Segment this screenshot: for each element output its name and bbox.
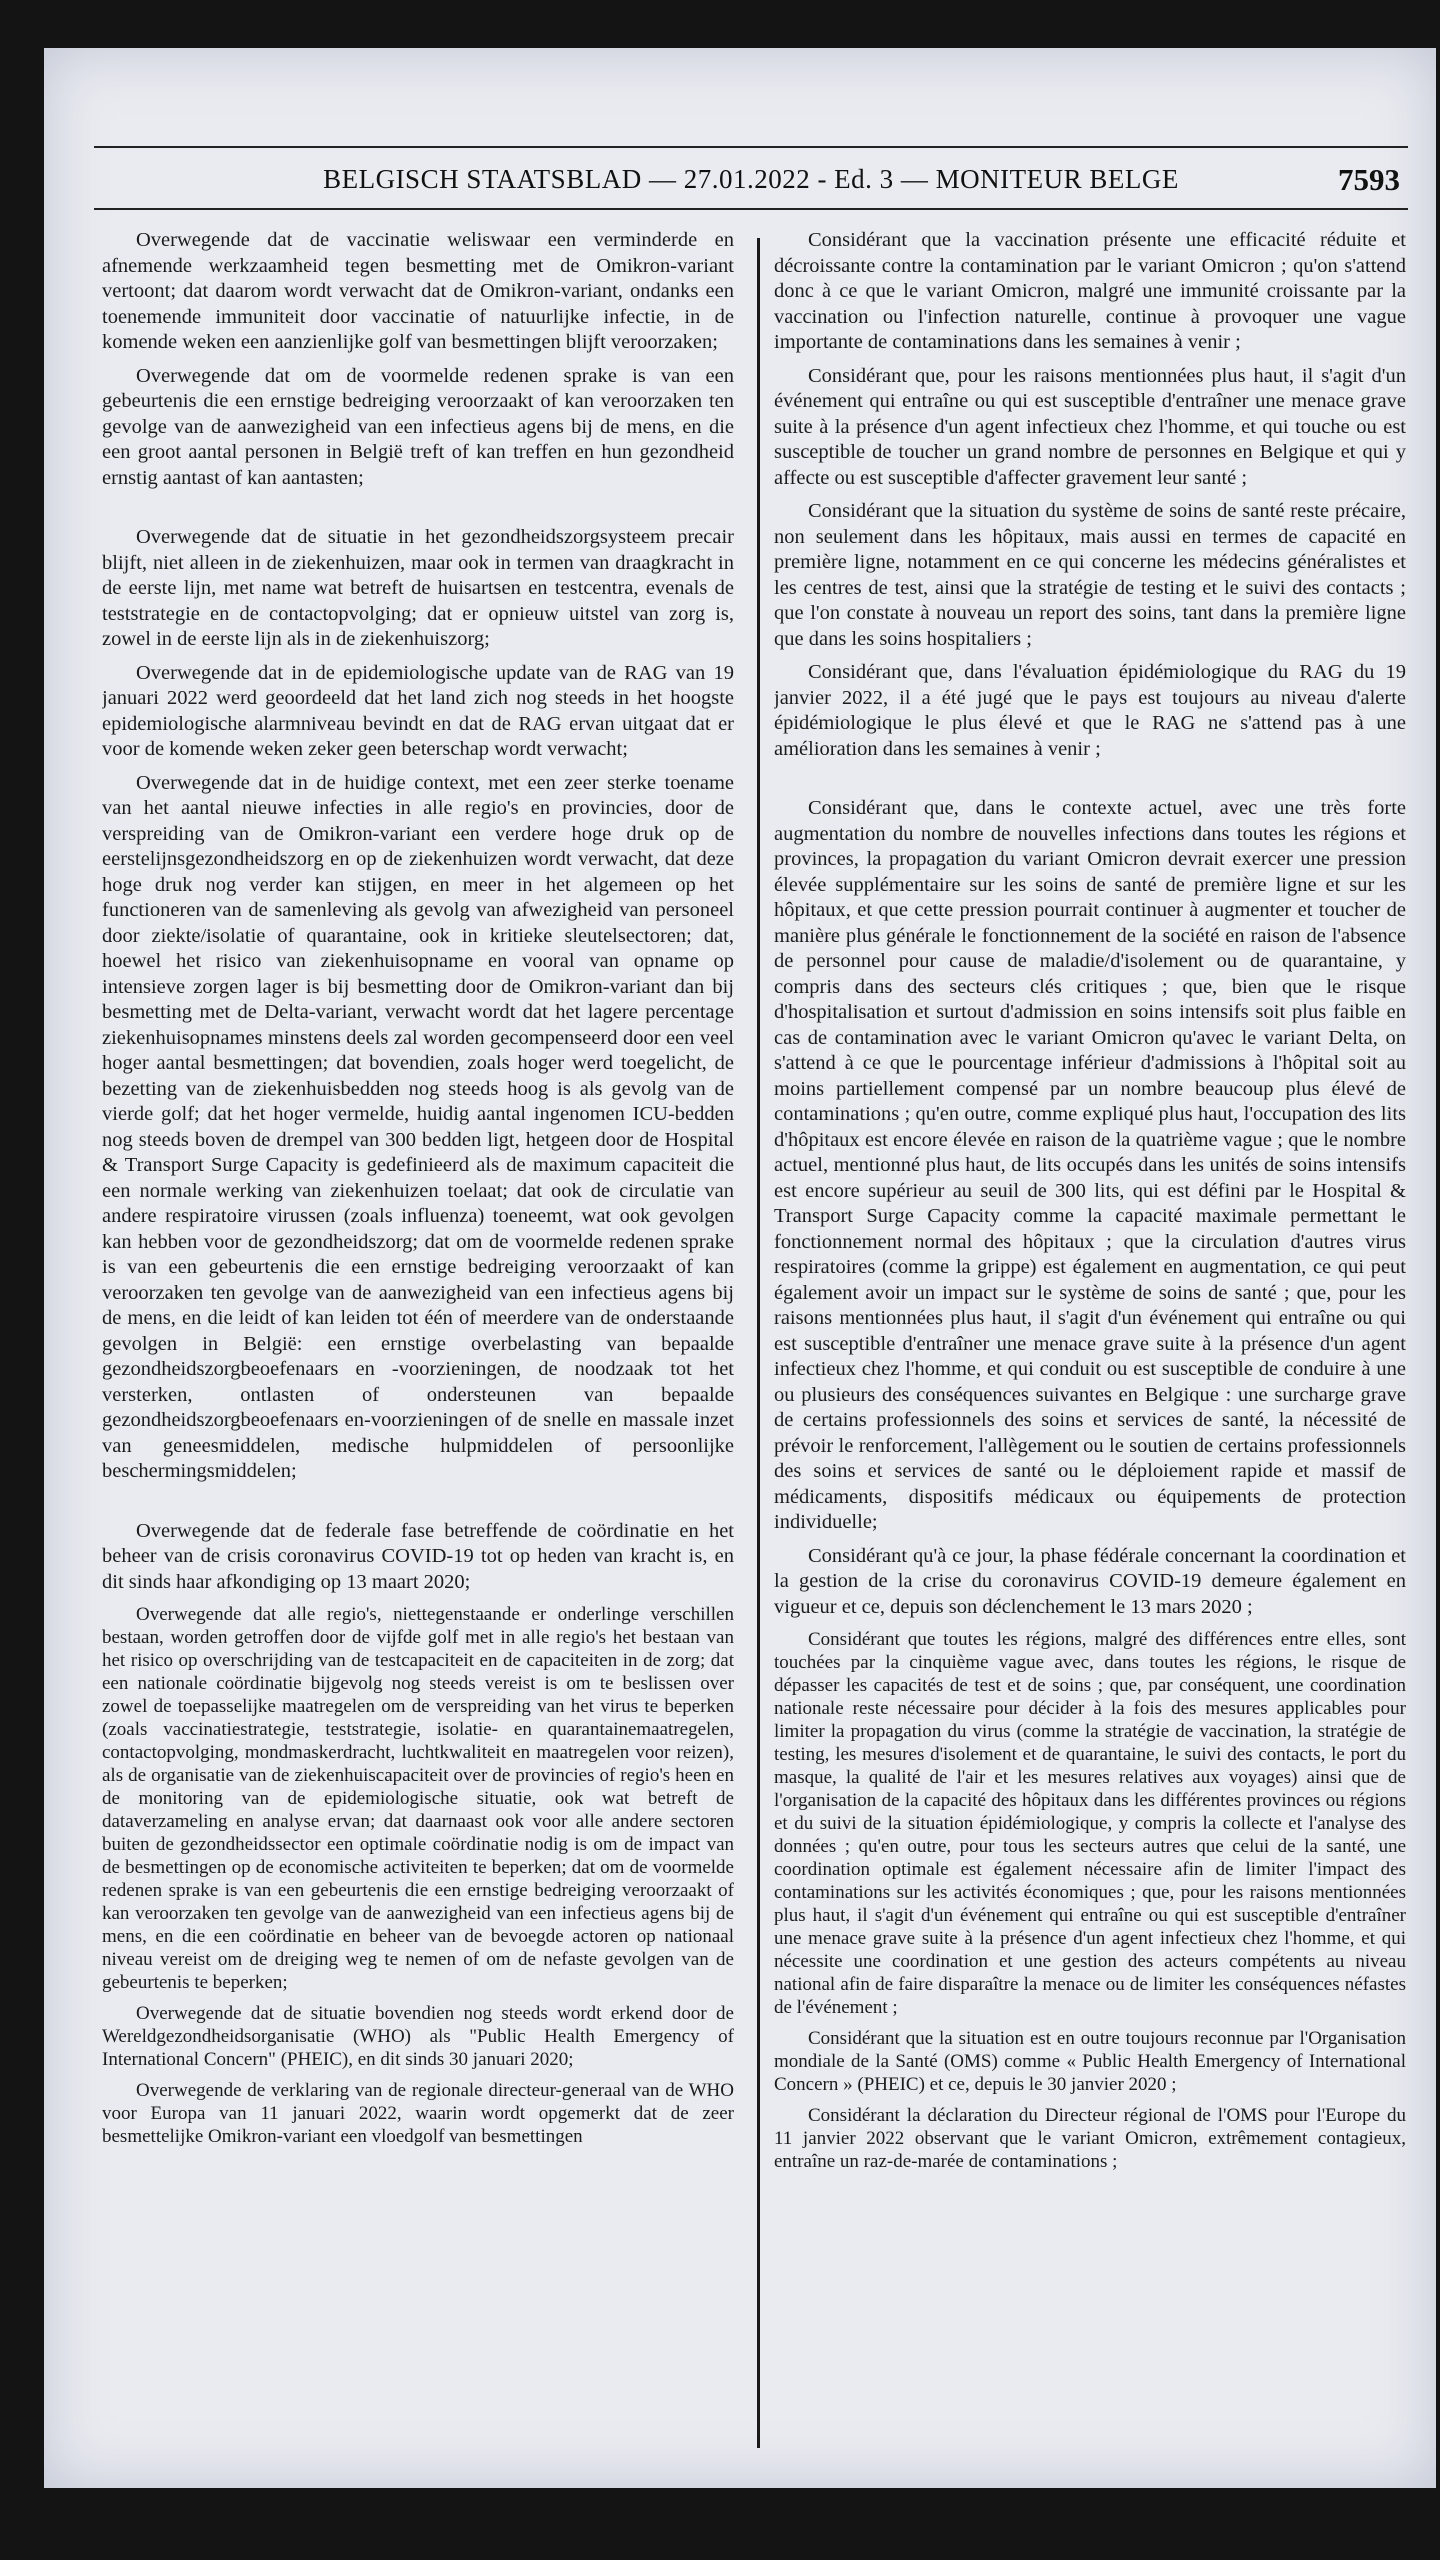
paragraph-nl-4: Overwegende dat in de epidemiologische update van de RAG van 19 januari 2022 werd geoordeeld dat het land zich nog steeds in het hoogste epidemiologische alarmniveau bevindt en dat de RAG ervan uitgaat dat er voor de komende weken zeker geen beterschap wordt verwacht; <box>102 661 734 760</box>
paragraph-nl-7: Overwegende dat alle regio's, niettegenstaande er onderlinge verschillen bestaan, worden getroffen door de vijfde golf met in alle regio's het bestaan van het risico op overschrijding van de testcapaciteit en de capaciteiten in de zorg; dat een nationale coördinatie bijgevolg nog steeds vereist is om te beslissen over zowel de toepasselijke maatregelen om de verspreiding van het virus te beperken (zoals vaccinatiestrategie, teststrategie, isolatie- en quarantainemaatregelen, contactopvolging, mondmaskerdracht, luchtkwaliteit en maatregelen voor reizen), als de organisatie van de ziekenhuiscapaciteit over de provincies of regio's heen en de monitoring van de epidemiologische situatie, ook wat betreft de dataverzameling en analyse ervan; dat daarnaast ook voor alle andere sectoren buiten de gezondheidssector een optimale coördinatie nodig is om de impact van de besmettingen op de economische activiteiten te beperken; dat om de voormelde redenen sprake is van een gebeurtenis die een ernstige bedreiging veroorzaakt of kan veroorzaken ten gevolge van de aanwezigheid van een infectieus agens bij de mens, en die een coördinatie en beheer van de bevoegde actoren op nationaal niveau vereist om de dreiging weg te nemen of om de nefaste gevolgen van de gebeurtenis te beperken; <box>102 1604 734 1993</box>
dutch-column <box>102 228 734 2468</box>
page-number: 7593 <box>1338 162 1400 197</box>
paragraph-fr-6: Considérant qu'à ce jour, la phase fédérale concernant la coordination et la gestion de la crise du coronavirus COVID-19 demeure également en vigueur et ce, depuis son déclenchement le 13 mars 2020 ; <box>774 1544 1406 1618</box>
column-divider <box>757 238 760 2448</box>
paragraph-fr-3: Considérant que la situation du système de soins de santé reste précaire, non seulement dans les hôpitaux, mais aussi en termes de capacité en première ligne, notamment en ce qui concerne les médecins généralistes et les centres de test, ainsi que la stratégie de testing et le suivi des contacts ; que l'on constate à nouveau un report des soins, tant dans la première ligne que dans les soins hospitaliers ; <box>774 500 1406 650</box>
paragraph-fr-8: Considérant que la situation est en outre toujours reconnue par l'Organisation mondiale de la Santé (OMS) comme « Public Health Emergency of International Concern » (PHEIC) et ce, depuis le 30 janvier 2020 ; <box>774 2028 1406 2095</box>
gazette-page <box>44 48 1436 2488</box>
paragraph-fr-4: Considérant que, dans l'évaluation épidémiologique du RAG du 19 janvier 2022, il a été jugé que le pays est toujours au niveau d'alerte épidémiologique le plus élevé et que le RAG ne s'attend pas à une amélioration dans les semaines à venir ; <box>774 661 1406 760</box>
paragraph-nl-5: Overwegende dat in de huidige context, met een zeer sterke toename van het aantal nieuwe infecties in alle regio's en provincies, door de verspreiding van de Omikron-variant een verdere hoge druk op de eerstelijnsgezondheidszorg en op de ziekenhuizen wordt verwacht, dat deze hoge druk nog verder kan stijgen, en meer in het algemeen op het functioneren van de samenleving als gevolg van afwezigheid van personeel door ziekte/isolatie of quarantaine, ook in kritieke sleutelsectoren; dat, hoewel het risico van ziekenhuisopname en vooral van opname op intensieve zorgen lager is bij besmetting door de Omikron-variant dan bij besmetting met de Delta-variant, verwacht wordt dat het lagere percentage ziekenhuisopnames minstens deels zal worden gecompenseerd door een veel hoger aantal besmettingen; dat bovendien, zoals hoger werd toegelicht, de bezetting van de ziekenhuisbedden nog steeds hoog is als gevolg van de vierde golf; dat het hoger vermelde, huidig aantal ingenomen ICU-bedden nog steeds boven de drempel van 300 bedden ligt, hetgeen door de Hospital & Transport Surge Capacity is gedefinieerd als de maximum capaciteit die een normale werking van ziekenhuizen toelaat; dat ook de circulatie van andere respiratoire virussen (zoals influenza) toeneemt, wat ook gevolgen kan hebben voor de gezondheidszorg; dat om de voormelde redenen sprake is van een gebeurtenis die een ernstige bedreiging veroorzaakt of kan veroorzaken ten gevolge van de aanwezigheid van een infectieus agens bij de mens, en die leidt of kan leiden tot één of meerdere van de onderstaande gevolgen in België: een ernstige overbelasting van bepaalde gezondheidszorgbeoefenaars en -voorzieningen, de noodzaak tot het versterken, ontlasten of ondersteunen van bepaalde gezondheidszorgbeoefenaars en-voorzieningen of de snelle en massale inzet van geneesmiddelen, medische hulpmiddelen of persoonlijke beschermingsmiddelen; <box>102 771 734 1482</box>
paragraph-nl-2: Overwegende dat om de voormelde redenen sprake is van een gebeurtenis die een ernstige bedreiging veroorzaakt of kan veroorzaken ten gevolge van de aanwezigheid van een infectieus agens bij de mens, en die een groot aantal personen in België treft of kan treffen en hun gezondheid ernstig aantast of kan aantasten; <box>102 364 734 489</box>
paragraph-fr-7: Considérant que toutes les régions, malgré des différences entre elles, sont touchées par la cinquième vague avec, dans toutes les régions, le risque de dépasser les capacités de test et de soins ; que, par conséquent, une coordination nationale reste nécessaire pour décider à la fois des mesures applicables pour limiter la propagation du virus (comme la stratégie de vaccination, la stratégie de testing, les mesures d'isolement et de quarantaine, le suivi des contacts, le port du masque, la qualité de l'air et les mesures relatives aux voyages) ainsi que de l'organisation de la capacité des hôpitaux dans les différentes provinces ou régions et du suivi de la situation épidémiologique, y compris la collecte et l'analyse des données ; qu'en outre, pour tous les secteurs autres que celui de la santé, une coordination optimale est également nécessaire afin de limiter l'impact des contaminations sur les activités économiques ; que, pour les raisons mentionnées plus haut, il s'agit d'un événement qui entraîne ou qui est susceptible d'entraîner une menace grave suite à la présence d'un agent infectieux chez l'homme, et qui nécessite une coordination et une gestion des acteurs compétents au niveau national afin de faire disparaître la menace ou de limiter les conséquences néfastes de l'événement ; <box>774 1629 1406 2018</box>
paragraph-fr-1: Considérant que la vaccination présente une efficacité réduite et décroissante contre la contamination par le variant Omicron ; qu'on s'attend donc à ce que le variant Omicron, malgré une immunité croissante par la vaccination ou l'infection naturelle, continue à provoquer une vague importante de contaminations dans les semaines à venir ; <box>774 229 1406 353</box>
paragraph-nl-3: Overwegende dat de situatie in het gezondheidszorgsysteem precair blijft, niet alleen in de ziekenhuizen, maar ook in termen van draagkracht in de eerste lijn, met name wat betreft de huisartsen en testcentra, evenals de teststrategie en de contactopvolging; dat er opnieuw uitstel van zorg is, zowel in de eerste lijn als in de ziekenhuiszorg; <box>102 526 734 650</box>
paragraph-nl-9: Overwegende de verklaring van de regionale directeur-generaal van de WHO voor Europa van 11 januari 2022, waarin wordt opgemerkt dat de zeer besmettelijke Omikron-variant een vloedgolf van besmettingen <box>102 2080 734 2147</box>
paragraph-fr-9: Considérant la déclaration du Directeur régional de l'OMS pour l'Europe du 11 janvier 2022 observant que le variant Omicron, extrêmement contagieux, entraîne un raz-de-marée de contaminations ; <box>774 2105 1406 2172</box>
paragraph-nl-1: Overwegende dat de vaccinatie weliswaar een verminderde en afnemende werkzaamheid tegen besmetting met de Omikron-variant vertoont; dat daarom wordt verwacht dat de Omikron-variant, ondanks een toenemende immuniteit door vaccinatie of natuurlijke infectie, in de komende weken een aanzienlijke golf van besmettingen blijft veroorzaken; <box>102 229 734 353</box>
page-header <box>94 156 1408 206</box>
french-column <box>774 228 1406 2468</box>
paragraph-nl-6: Overwegende dat de federale fase betreffende de coördinatie en het beheer van de crisis coronavirus COVID-19 tot op heden van kracht is, en dit sinds haar afkondiging op 13 maart 2020; <box>102 1519 734 1593</box>
paragraph-nl-8: Overwegende dat de situatie bovendien nog steeds wordt erkend door de Wereldgezondheidsorganisatie (WHO) als "Public Health Emergency of International Concern" (PHEIC), en dit sinds 30 januari 2020; <box>102 2003 734 2070</box>
paragraph-fr-2: Considérant que, pour les raisons mentionnées plus haut, il s'agit d'un événement qui entraîne ou qui est susceptible d'entraîner une menace grave suite à la présence d'un agent infectieux chez l'homme, et qui touche ou est susceptible de toucher un grand nombre de personnes en Belgique et qui y affecte ou est susceptible d'affecter gravement leur santé ; <box>774 364 1406 489</box>
top-rule <box>94 146 1408 148</box>
header-rule <box>94 208 1408 210</box>
paragraph-fr-5: Considérant que, dans le contexte actuel, avec une très forte augmentation du nombre de nouvelles infections dans toutes les régions et provinces, la propagation du variant Omicron devrait exercer une pression élevée supplémentaire sur les soins de santé de première ligne et sur les hôpitaux, et que cette pression pourrait continuer à augmenter et toucher de manière plus générale le fonctionnement de la société en raison de l'absence de personnel pour cause de maladie/d'isolement ou de quarantaine, y compris dans des secteurs clés critiques ; que, bien que le risque d'hospitalisation et surtout d'admission en soins intensifs soit plus faible en cas de contamination avec le variant Omicron qu'avec le variant Delta, on s'attend à ce que le pourcentage inférieur d'admissions à l'hôpital soit au moins partiellement compensé par un nombre beaucoup plus élevé de contaminations ; qu'en outre, comme expliqué plus haut, l'occupation des lits d'hôpitaux est encore élevée en raison de la quatrième vague ; que le nombre actuel, mentionné plus haut, de lits occupés dans les unités de soins intensifs est encore supérieur au seuil de 300 lits, qui est défini par le Hospital & Transport Surge Capacity comme la capacité maximale permettant le fonctionnement normal des hôpitaux ; que la circulation d'autres virus respiratoires (comme la grippe) est également en augmentation, ce qui peut également avoir un impact sur le système de soins de santé ; que, pour les raisons mentionnées plus haut, il s'agit d'un événement qui entraîne ou qui est susceptible d'entraîner une menace grave suite à la présence d'un agent infectieux chez l'homme, et qui conduit ou est susceptible de conduire à une ou plusieurs des conséquences suivantes en Belgique : une surcharge grave de certains professionnels des soins et services de santé, la nécessité de prévoir le renforcement, l'allègement ou le soutien de certains professionnels des soins et services de santé ou le déploiement rapide et massif de médicaments, dispositifs médicaux ou équipements de protection individuelle; <box>774 797 1406 1533</box>
header-title: BELGISCH STAATSBLAD — 27.01.2022 - Ed. 3 — MONITEUR BELGE <box>323 164 1179 194</box>
